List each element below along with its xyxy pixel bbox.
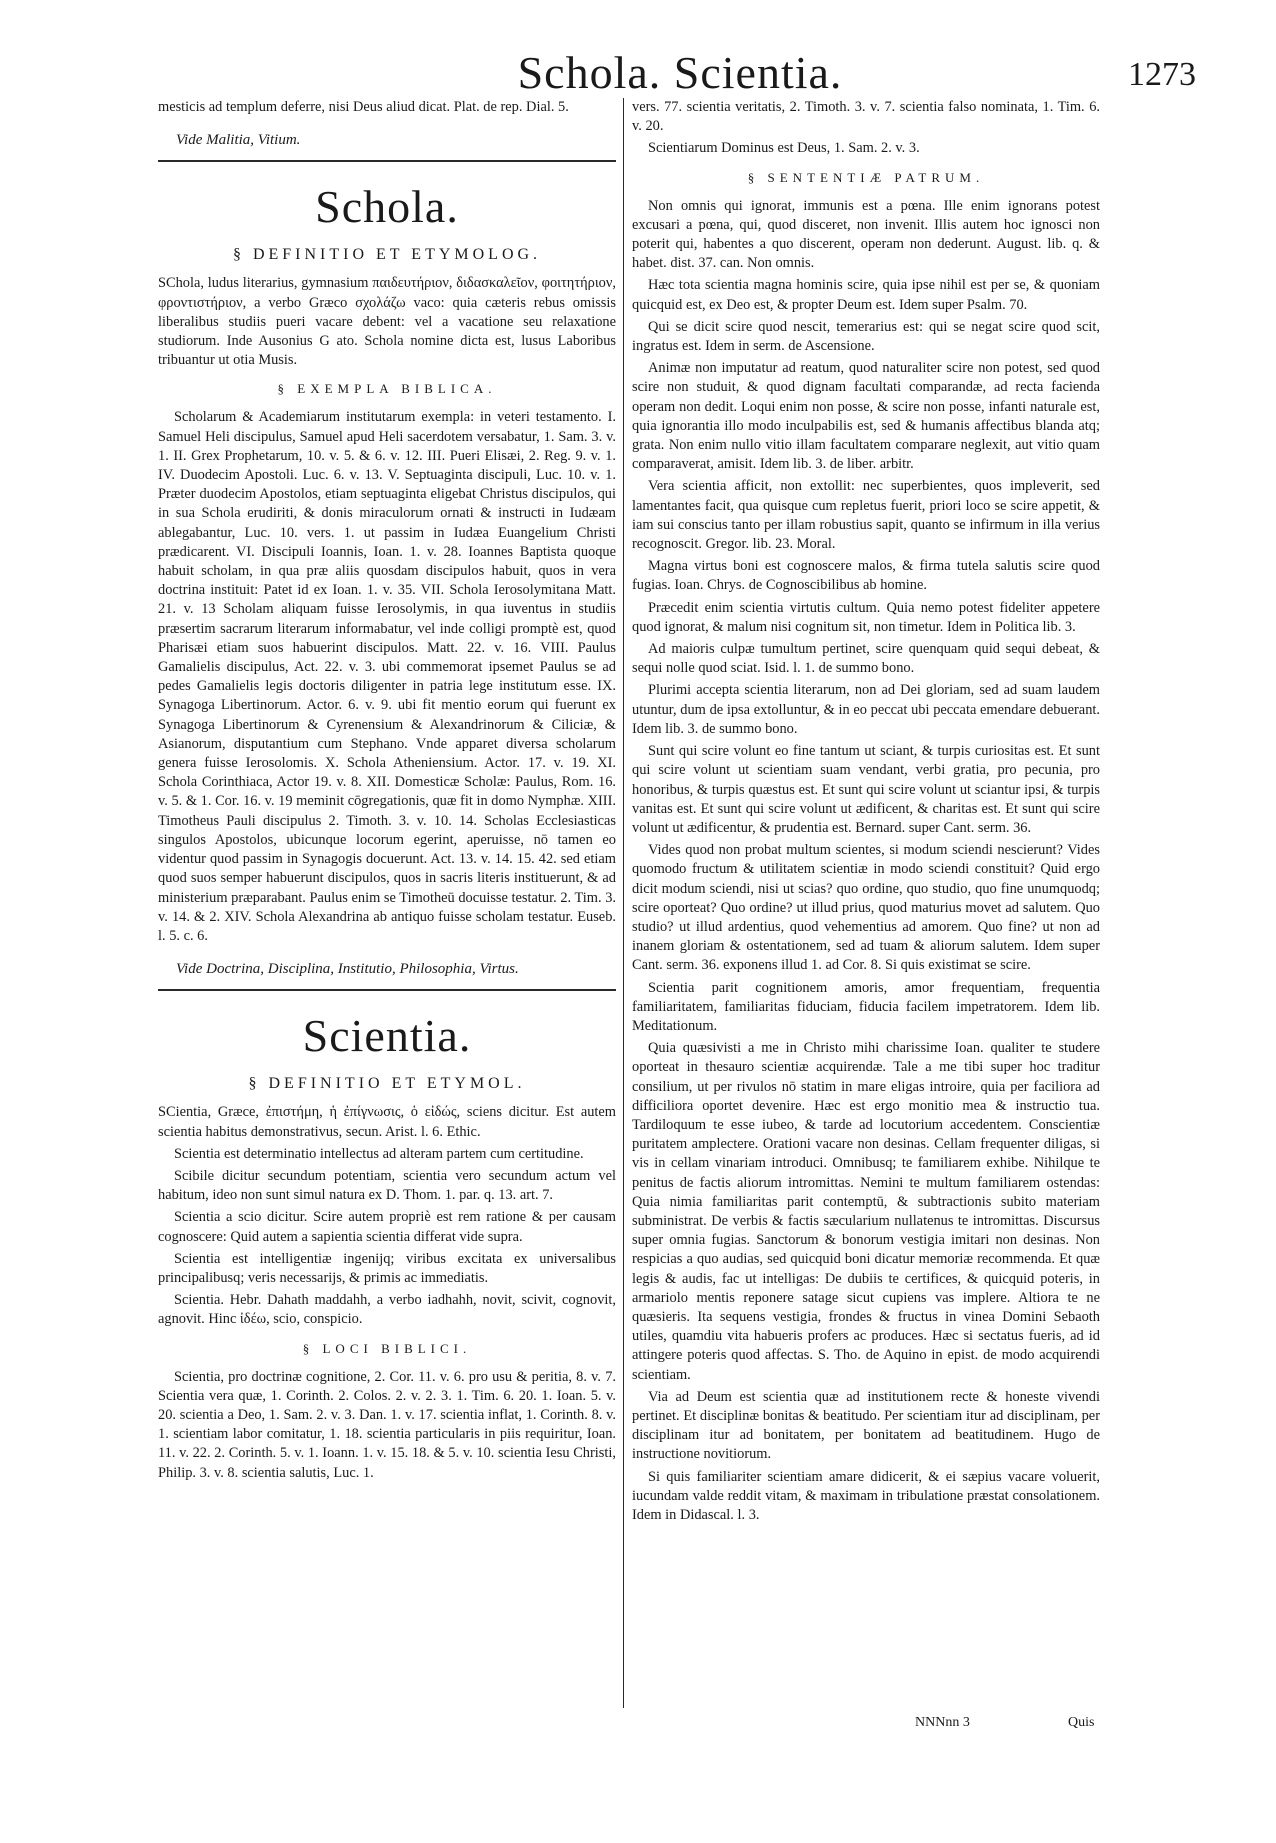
left-column xyxy=(158,98,616,1486)
sententia-paragraph: Animæ non imputatur ad reatum, quod naturaliter scire non potest, sed quod scire non studuit, & quod dignam facultati comparandæ, ad recta facienda operam non dedit. Loqui enim non posse, & scire non posse, infanti naturale est, quia ignorantia illo modo inculpabilis est, sed & humanis affectibus blanda atq; grata. Non enim nullo vitio illam facultatem comparare neglexit, aut vitio quam comparaverat, amisit. Idem lib. 3. de liber. arbitr. xyxy=(632,360,1100,473)
sententia-paragraph: Non omnis qui ignorat, immunis est a pœna. Ille enim ignorans potest excusari a pœna, qui, quod disceret, non invenit. Illis autem hoc ignosci non poterit qui, habentes a quo discerent, operam non dederunt. August. lib. q. & habet. dist. 37. can. Non omnis. xyxy=(632,197,1100,272)
dominus-line: Scientiarum Dominus est Deus, 1. Sam. 2. v. 3. xyxy=(648,140,920,157)
scientia-paragraph: Scientia est determinatio intellectus ad alteram partem cum certitudine. xyxy=(174,1145,584,1162)
schola-definition: SChola, ludus literarius, gymnasium παιδευτήριον, διδασκαλεῖον, φοιτητήριον, φροντιστήριον, a verbo Græco σχολάζω vaco: quia cæteris rebus omissis liberalibus studiis pueri vacare debent: vel a vacatione seu relaxatione studiorum. Inde Ausonius G ato. Schola nomine dicta est, lusus Laboribus tribuantur ut otia Musis. xyxy=(158,275,616,369)
scientia-paragraph: Scibile dicitur secundum potentiam, scientia vero secundum actum vel habitum, ideo non sunt simul natura ex D. Thom. 1. par. q. 13. art. 7. xyxy=(158,1167,616,1204)
sententia-paragraph: Præcedit enim scientia virtutis cultum. Quia nemo potest fideliter appetere quod ignorat, & malum nisi cognitum sit, non timetur. Idem in Politica lib. 3. xyxy=(632,599,1100,635)
see-also-top: Vide Malitia, Vitium. xyxy=(176,132,301,149)
right-column xyxy=(632,98,1100,1528)
schola-exempla: Scholarum & Academiarum institutarum exempla: in veteri testamento. I. Samuel Heli discipulus, Samuel apud Heli sacerdotem versabatur, 1. Sam. 3. v. 1. II. Grex Prophetarum, 10. v. 5. & 6. v. 12. III. Pueri Elisæi, 2. Reg. 9. v. 1. IV. Duodecim Apostoli. Luc. 6. v. 13. V. Septuaginta discipuli, Luc. 10. v. 1. Præter duodecim Apostolos, etiam septuaginta eligebat Christus discipulos, qui in sua Schola erudiriti, & donis miraculorum ornati & instructi in Iudæam ablegabantur, Luc. 10. vers. 1. ut passim in Iudæa Euangelium Christi prædicarent. VI. Discipuli Ioannis, Ioan. 1. v. 28. Ioannes Baptista quoque habuit scholam, in qua præ aliis quosdam discipulos habuit, quos in vera doctrina instituit: Patet id ex Ioan. 1. v. 35. VII. Schola Ierosolymitana Matt. 21. v. 13 Scholam aliquam fuisse Ierosolymis, in qua iuventus in studiis præsertim sacrarum literarum informabatur, vel inde colligi promptè est, quod Pharisæi etiam suos habuerint discipulos. Matt. 22. v. 16. VIII. Paulus Gamalielis discipulus, Act. 22. v. 3. ubi commemorat ipsemet Paulus se ad pedes Gamalielis legis doctoris diligenter in patria lege institutum esse. IX. Synagoga Libertinorum. Actor. 6. v. 9. ubi fit mentio eorum qui fuerunt ex Synagoga Libertinorum & Cyrenensium & Alexandrinorum & Ciliciæ, & Asianorum, disputantium cum Stephano. Vnde apparet diversa scholarum genera fuisse Ierosolomis. X. Schola Atheniensium. Actor. 17. v. 19. XI. Schola Corinthiaca, Actor 19. v. 8. XII. Domesticæ Scholæ: Paulus, Rom. 16. v. 5. & 1. Cor. 16. v. 19 meminit cōgregationis, quæ fit in domo Nymphæ. XIII. Timotheus Pauli discipulus 2. Timoth. 3. v. 10. 14. Scholas Ecclesiasticas singulos Apostolos, ubicunque locorum egerint, aperuisse, nō tamen eo videntur quod passim in Synagogis docuerunt. Act. 13. v. 14. 15. 42. sed etiam quod suos semper habuerunt discipulos, quos in sacris literis instituerunt, & ad ministerium præparabant. Paulus enim se Timotheū docuisse testatur. 2. Tim. 3. v. 14. & 2. XIV. Schola Alexandrina ab antiquo fuisse scholam testatur. Euseb. l. 5. c. 6. xyxy=(158,409,616,944)
column-divider xyxy=(623,98,624,1708)
scientia-paragraph: Scientia. Hebr. Dahath maddahh, a verbo iadhahh, novit, scivit, cognovit, agnovit. Hinc ἰδέω, scio, conspicio. xyxy=(158,1292,616,1328)
sententia-paragraph: Magna virtus boni est cognoscere malos, & firma tutela salutis scire quod fugias. Ioan. Chrys. de Cognoscibilibus ab homine. xyxy=(632,558,1100,594)
scientia-paragraph: Scientia a scio dicitur. Scire autem propriè est rem ratione & per causam cognoscere: Quid autem a sapientia scientia differat vide supra. xyxy=(158,1209,616,1245)
section-head-definitio: § DEFINITIO ET ETYMOL. xyxy=(248,1075,526,1093)
section-head-definitio: § DEFINITIO ET ETYMOLOG. xyxy=(232,246,542,264)
running-head: Schola. Scientia. xyxy=(517,47,843,98)
sententia-paragraph: Ad maioris culpæ tumultum pertinet, scire quenquam quid sequi debeat, & sequi nolle quod sciat. Isid. l. 1. de summo bono. xyxy=(632,641,1100,677)
section-head-loci: § LOCI BIBLICI. xyxy=(302,1340,472,1356)
entry-title-schola: Schola. xyxy=(315,181,459,233)
sententia-paragraph: Scientia parit cognitionem amoris, amor frequentiam, frequentia familiaritatem, familiaritas fiduciam, fiducia facilem impetratorem. Idem lib. Meditationum. xyxy=(632,979,1100,1034)
section-rule xyxy=(158,160,616,162)
sententia-paragraph: Hæc tota scientia magna hominis scire, quia ipse nihil est per se, & quoniam quicquid est, ex Deo est, & propter Deum est. Idem super Psalm. 70. xyxy=(632,277,1100,313)
sententia-paragraph: Vera scientia afficit, non extollit: nec superbientes, quos impleverit, sed lamentantes facit, qua quisque cum repletus fuerit, priori loco se scire appetit, & iam sui conscius tanto per illam robustius sapit, quanto se infirmum in illa verius recognoscit. Gregor. lib. 23. Moral. xyxy=(632,478,1100,553)
sententia-paragraph: Qui se dicit scire quod nescit, temerarius est: qui se negat scire quod scit, ingratus est. Idem in serm. de Ascensione. xyxy=(632,318,1100,355)
catchword: Quis xyxy=(1068,1715,1095,1730)
sententia-paragraph: Si quis familiariter scientiam amare didicerit, & ei sæpius vacare voluerit, iucundam valde reddit vitam, & maximam in tribulatione præstat consolationem. Idem in Didascal. l. 3. xyxy=(632,1468,1100,1524)
scientia-paragraph: SCientia, Græce, ἐπιστήμη, ἡ ἐπίγνωσις, ὁ εἰδώς, sciens dicitur. Est autem scientia habitus demonstrativus, secun. Arist. l. 6. Ethic. xyxy=(158,1104,616,1140)
sententia-paragraph: Sunt qui scire volunt eo fine tantum ut sciant, & turpis curiositas est. Et sunt qui scire volunt ut scientiam suam vendant, verbi gratia, pro pecunia, pro honoribus, & turpis quæstus est. Et sunt qui scire volunt ut sciantur ipsi, & turpis vanitas est. Et sunt qui scire volunt ut ædificent, & charitas est. Et sunt qui scire volunt ut ædificentur, & prudentia est. Bernard. super Cant. serm. 36. xyxy=(632,743,1100,836)
sententia-paragraph: Vides quod non probat multum scientes, si modum sciendi nescierunt? Vides quomodo fructum & utilitatem scientiæ in modo sciendi constituit? Quid ergo dicit modum sciendi, nisi ut scias? quo ordine, quo studio, quo fine unumquodq; scire oporteat? Quo ordine? ut illud prius, quod maturius movet ad salutem. Quo studio? ut illud ardentius, quod vehementius ad amorem. Quo fine? ut non ad inanem gloriam & ostentationem, sed ad tuam & aliorum salutem. Idem super Cant. serm. 36. exponens illud 1. ad Cor. 8. Si quis existimat se scire. xyxy=(632,842,1100,974)
entry-title-scientia: Scientia. xyxy=(302,1010,472,1062)
sententia-paragraph: Quia quæsivisti a me in Christo mihi charissime Ioan. qualiter te studere oporteat in thesauro scientiæ acquirendæ. Tale a me tibi super hoc traditur consilium, ut per rivulos nō statim in mare eligas introire, quia per faciliora ad difficiliora oportet devenire. Hæc est ergo monitio mea & instructio tua. Tardiloquum te esse iubeo, & tarde ad locutorium accedentem. Conscientiæ puritatem amplectere. Orationi vacare non desinas. Cellam frequenter diligas, si vis in cellam vinariam introduci. Omnibusq; te familiarem exhibe. Nihilque te penitus de factis aliorum intromittas. Nemini te multum familiarem ostendas: Quia nimia familiaritas parit contemptū, & subtractionis subito materiam subministrat. De verbis & factis sæcularium nullatenus te intromittas. Discursus super omnia fugias. Sanctorum & bonorum vestigia imitari non desinas. Non respicias a quo audias, sed quicquid boni dicatur memoriæ recommenda. Et quæ legis & audis, fac ut intelligas: De dubiis te certifices, & quicquid poteris, in armariolo mentis reponere satage sicut cupiens vas implere. Altiora te ne quæsieris. Ita sequens vestigia, frondes & fructus in vinea Domini Sebaoth utiles, quamdiu vita habueris profers ac produces. Hæc si sectatus fueris, ad id attingere poteris quod affectas. S. Tho. de Aquino in epist. de modo acquirendi scientiam. xyxy=(632,1040,1100,1383)
continuation-text: mesticis ad templum deferre, nisi Deus aliud dicat. Plat. de rep. Dial. 5. xyxy=(158,99,569,115)
scientia-paragraph: Scientia est intelligentiæ ingenijq; viribus excitata ex universalibus principalibusq; veris necessarijs, & primis ac immediatis. xyxy=(158,1250,616,1286)
scientia-loci: Scientia, pro doctrinæ cognitione, 2. Cor. 11. v. 6. pro usu & peritia, 8. v. 7. Scientia vera quæ, 1. Corinth. 2. Colos. 2. v. 2. 3. 1. Tim. 6. 20. 1. Ioan. 5. v. 20. scientia a Deo, 1. Sam. 2. v. 3. Dan. 1. v. 17. scientia inflat, 1. Corinth. 8. v. 1. scientiam labor comitatur, 1. 18. scientia particularis in piis requiritur, Ioan. 11. v. 22. 2. Corinth. 5. v. 1. Ioann. 1. v. 15. 18. & 5. v. 10. scientia Iesu Christi, Philip. 3. v. 8. scientia salutis, Luc. 1. xyxy=(158,1368,616,1481)
section-rule xyxy=(158,989,616,991)
section-head-sententiae: § SENTENTIÆ PATRUM. xyxy=(747,169,985,185)
page-number: 1273 xyxy=(1128,56,1196,93)
section-head-exempla: § EXEMPLA BIBLICA. xyxy=(277,381,497,397)
continuation-text: vers. 77. scientia veritatis, 2. Timoth. 3. v. 7. scientia falso nominata, 1. Tim. 6. v. 20. xyxy=(632,99,1100,135)
sententia-paragraph: Plurimi accepta scientia literarum, non ad Dei gloriam, sed ad suam laudem utuntur, dum de ipsa extolluntur, & in eo peccat ubi peccata emendare debuerant. Idem lib. 3. de summo bono. xyxy=(632,682,1100,737)
signature-mark: NNNnn 3 xyxy=(915,1715,970,1730)
see-also-schola: Vide Doctrina, Disciplina, Institutio, Philosophia, Virtus. xyxy=(176,961,519,978)
sententia-paragraph: Via ad Deum est scientia quæ ad institutionem recte & honeste vivendi pertinet. Et disciplinæ bonitas & beatitudo. Per scientiam itur ad disciplinam, per disciplinam itur ad bonitatem, per bonitatem ad beatitudinem. Hugo de instructione novitiorum. xyxy=(632,1388,1100,1463)
